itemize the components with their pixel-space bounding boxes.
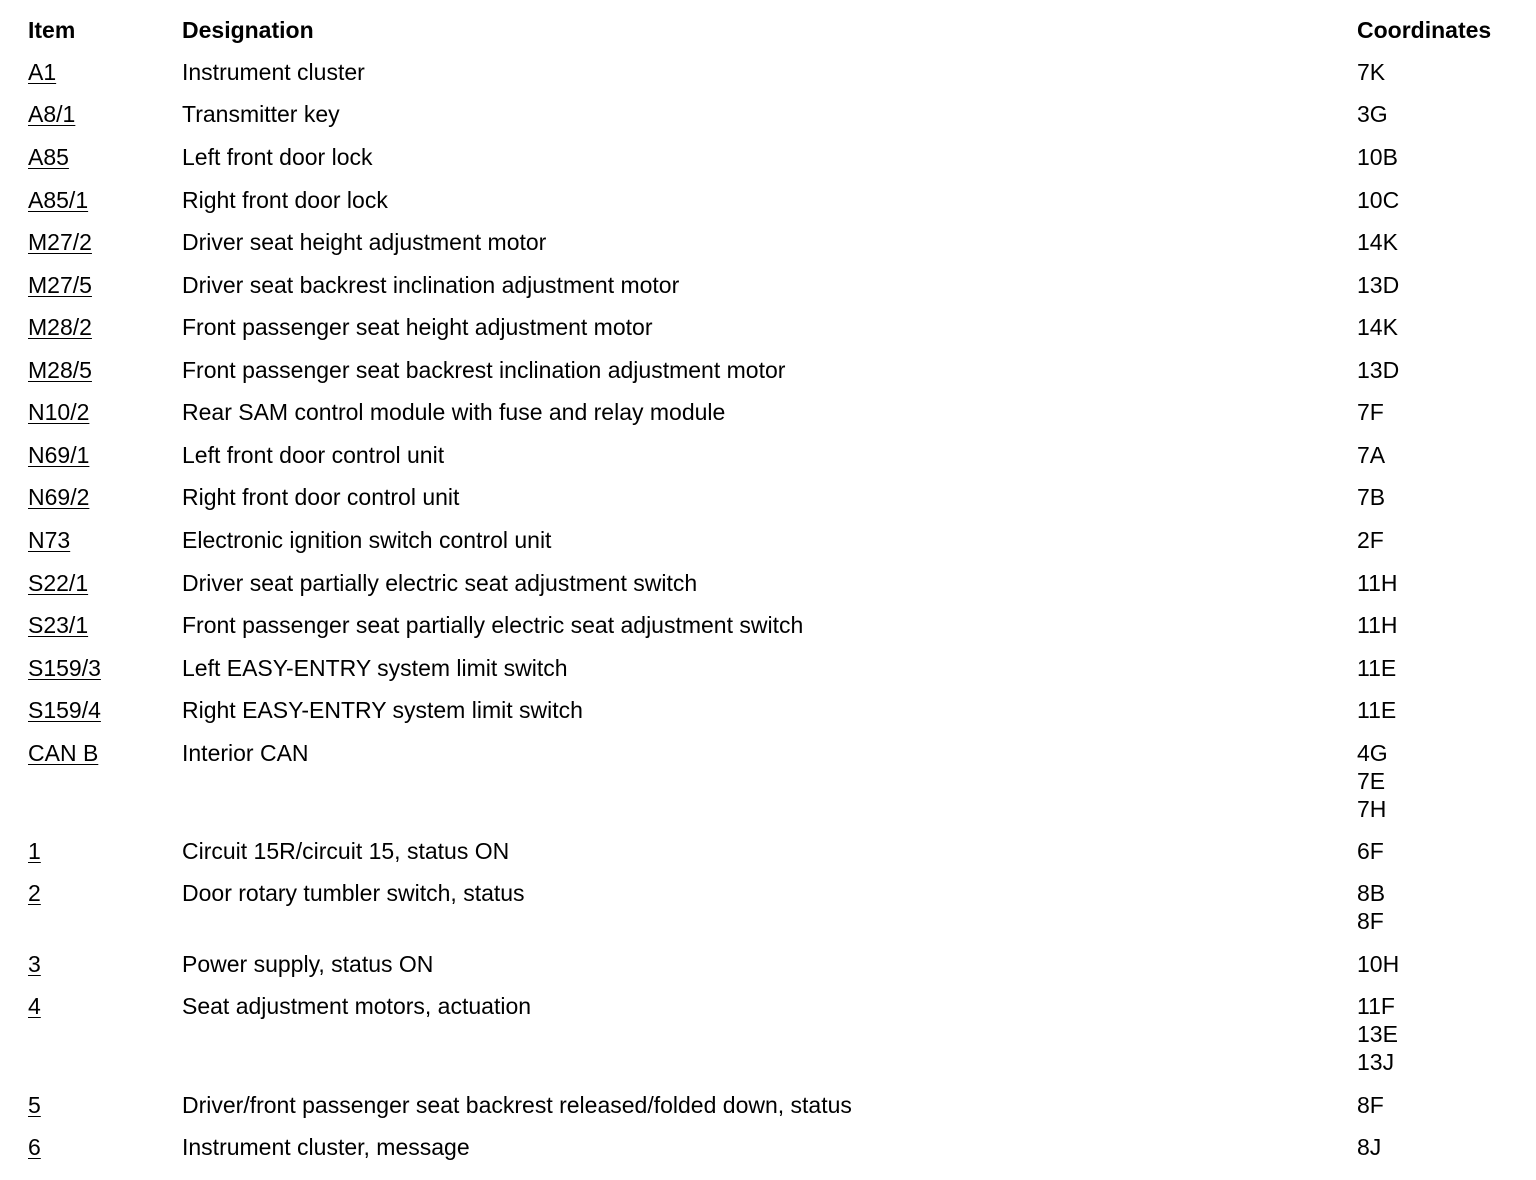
coordinate-value: 14K [1357, 229, 1398, 255]
coordinate-value: 11H [1357, 570, 1398, 596]
item-link[interactable]: A85 [28, 144, 69, 170]
designation-text: Power supply, status ON [182, 951, 434, 977]
item-link[interactable]: 4 [28, 993, 41, 1019]
designation-text: Front passenger seat partially electric seat adjustment switch [182, 612, 804, 638]
coordinate-value: 7K [1357, 59, 1386, 85]
item-link[interactable]: 5 [28, 1092, 41, 1118]
coordinates-cell [1357, 879, 1385, 935]
designation-text: Driver/front passenger seat backrest released/folded down, status [182, 1092, 852, 1118]
item-link[interactable]: S159/3 [28, 655, 101, 681]
coordinates-cell [1357, 654, 1396, 682]
coordinates-cell [1357, 143, 1398, 171]
item-link[interactable]: N69/2 [28, 484, 90, 510]
designation-text: Transmitter key [182, 101, 340, 127]
coordinates-cell [1357, 271, 1399, 299]
designation-text: Right front door control unit [182, 484, 460, 510]
header-coordinates: Coordinates [1357, 17, 1492, 43]
designation-text: Left front door control unit [182, 442, 445, 468]
coordinate-value: 11F [1357, 993, 1395, 1019]
coordinate-value: 7H [1357, 796, 1387, 822]
coordinates-cell [1357, 1133, 1381, 1161]
coordinate-value: 8B [1357, 880, 1386, 906]
item-link[interactable]: 1 [28, 838, 41, 864]
designation-text: Interior CAN [182, 740, 309, 766]
coordinate-value: 13D [1357, 357, 1400, 383]
coordinate-value: 10B [1357, 144, 1398, 170]
designation-text: Seat adjustment motors, actuation [182, 993, 532, 1019]
coordinates-cell [1357, 100, 1388, 128]
coordinate-value: 11E [1357, 655, 1397, 681]
header-designation: Designation [182, 17, 314, 43]
designation-text: Rear SAM control module with fuse and relay module [182, 399, 726, 425]
item-link[interactable]: N10/2 [28, 399, 90, 425]
coordinate-value: 13E [1357, 1021, 1398, 1047]
coordinate-value: 7B [1357, 484, 1386, 510]
designation-text: Instrument cluster, message [182, 1134, 470, 1160]
designation-text: Left front door lock [182, 144, 373, 170]
designation-text: Right front door lock [182, 187, 388, 213]
coordinates-cell [1357, 441, 1385, 469]
coordinates-cell [1357, 356, 1399, 384]
item-link[interactable]: 3 [28, 951, 41, 977]
item-link[interactable]: A1 [28, 59, 57, 85]
coordinate-value: 7A [1357, 442, 1386, 468]
coordinate-value: 13D [1357, 272, 1400, 298]
coordinates-cell [1357, 1091, 1384, 1119]
coordinate-value: 14K [1357, 314, 1398, 340]
coordinate-value: 8F [1357, 1092, 1384, 1118]
coordinate-value: 8F [1357, 908, 1384, 934]
coordinates-cell [1357, 58, 1385, 86]
designation-text: Left EASY-ENTRY system limit switch [182, 655, 568, 681]
coordinates-cell [1357, 313, 1398, 341]
coordinates-cell [1357, 739, 1388, 823]
designation-text: Front passenger seat backrest inclination adjustment motor [182, 357, 786, 383]
coordinate-value: 10C [1357, 187, 1400, 213]
coordinates-cell [1357, 837, 1384, 865]
item-link[interactable]: S23/1 [28, 612, 89, 638]
item-link[interactable]: 2 [28, 880, 41, 906]
item-link[interactable]: M27/2 [28, 229, 92, 255]
coordinate-value: 6F [1357, 838, 1384, 864]
coordinates-cell [1357, 569, 1398, 597]
coordinate-value: 8J [1357, 1134, 1382, 1160]
item-link[interactable]: M28/2 [28, 314, 92, 340]
coordinates-cell [1357, 696, 1396, 724]
coordinate-value: 2F [1357, 527, 1384, 553]
item-link[interactable]: 6 [28, 1134, 41, 1160]
designation-text: Driver seat height adjustment motor [182, 229, 547, 255]
coordinates-cell [1357, 992, 1398, 1076]
designation-text: Door rotary tumbler switch, status [182, 880, 525, 906]
item-link[interactable]: S159/4 [28, 697, 101, 723]
coordinate-value: 4G [1357, 740, 1388, 766]
designation-text: Right EASY-ENTRY system limit switch [182, 697, 583, 723]
coordinates-cell [1357, 398, 1384, 426]
coordinate-value: 7E [1357, 768, 1386, 794]
coordinate-value: 3G [1357, 101, 1388, 127]
coordinate-value: 11H [1357, 612, 1398, 638]
coordinates-cell [1357, 186, 1399, 214]
designation-text: Driver seat backrest inclination adjustment motor [182, 272, 680, 298]
coordinate-value: 10H [1357, 951, 1400, 977]
item-link[interactable]: A8/1 [28, 101, 76, 127]
coordinate-value: 7F [1357, 399, 1384, 425]
item-link[interactable]: A85/1 [28, 187, 89, 213]
item-link[interactable]: S22/1 [28, 570, 89, 596]
coordinates-cell [1357, 950, 1399, 978]
item-link[interactable]: CAN B [28, 740, 99, 766]
coordinates-cell [1357, 526, 1384, 554]
designation-text: Front passenger seat height adjustment motor [182, 314, 653, 340]
coordinates-cell [1357, 228, 1398, 256]
designation-text: Instrument cluster [182, 59, 365, 85]
item-link[interactable]: M28/5 [28, 357, 92, 383]
item-link[interactable]: N73 [28, 527, 71, 553]
coordinate-value: 13J [1357, 1049, 1395, 1075]
coordinate-value: 11E [1357, 697, 1397, 723]
item-link[interactable]: M27/5 [28, 272, 92, 298]
header-item: Item [28, 17, 76, 43]
designation-text: Electronic ignition switch control unit [182, 527, 552, 553]
designation-text: Driver seat partially electric seat adjustment switch [182, 570, 698, 596]
coordinates-cell [1357, 483, 1385, 511]
designation-text: Circuit 15R/circuit 15, status ON [182, 838, 510, 864]
item-link[interactable]: N69/1 [28, 442, 90, 468]
coordinates-cell [1357, 611, 1398, 639]
